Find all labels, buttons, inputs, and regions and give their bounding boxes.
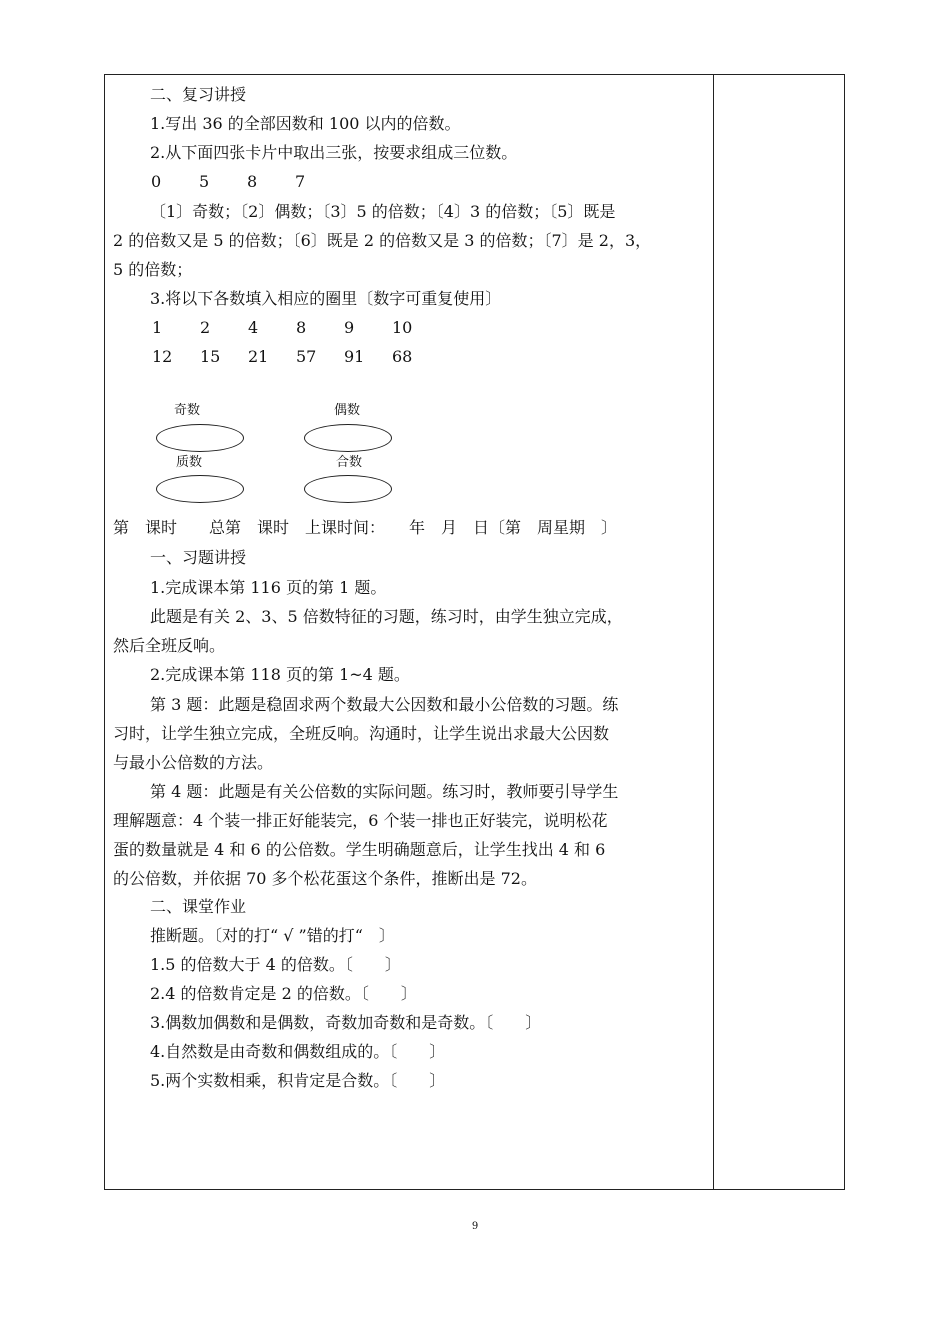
- question-4-desc: 蛋的数量就是 4 和 6 的公倍数。学生明确题意后，让学生找出 4 和 6: [113, 840, 606, 859]
- cards-row: [0, 172, 950, 192]
- review-question-3: 3.将以下各数填入相应的圈里〔数字可重复使用〕: [150, 289, 502, 308]
- odd-circle: [156, 424, 244, 452]
- numbers-row-1: [0, 318, 950, 338]
- question-3-desc: 习时，让学生独立完成，全班反响。沟通时，让学生说出求最大公因数: [113, 724, 610, 743]
- review-heading: 二、复习讲授: [150, 85, 247, 104]
- card-number: 5: [199, 172, 210, 191]
- number-item: 15: [200, 347, 221, 366]
- question-4-desc: 第 4 题：此题是有关公倍数的实际问题。练习时，教师要引导学生: [150, 782, 619, 801]
- homework-item: 4.自然数是由奇数和偶数组成的。〔 〕: [150, 1042, 446, 1061]
- number-item: 9: [344, 318, 355, 337]
- exercise-item-2: 2.完成课本第 118 页的第 1~4 题。: [150, 665, 410, 684]
- card-number: 0: [151, 172, 162, 191]
- homework-item: 2.4 的倍数肯定是 2 的倍数。〔 〕: [150, 984, 417, 1003]
- question-4-desc: 的公倍数，并依据 70 多个松花蛋这个条件，推断出是 72。: [113, 869, 537, 888]
- requirement-line-3: 5 的倍数；: [113, 260, 193, 279]
- requirement-line-1: 〔1〕奇数；〔2〕偶数；〔3〕5 的倍数；〔4〕3 的倍数；〔5〕既是: [150, 202, 616, 221]
- number-item: 10: [392, 318, 413, 337]
- circle-label-odd: 奇数: [174, 403, 201, 418]
- lesson-header: 第 课时 总第 课时 上课时间： 年 月 日〔第 周星期 〕: [113, 518, 618, 537]
- number-item: 1: [152, 318, 163, 337]
- requirement-line-2: 2 的倍数又是 5 的倍数；〔6〕既是 2 的倍数又是 3 的倍数；〔7〕是 2，3，: [113, 231, 652, 250]
- homework-heading: 二、课堂作业: [150, 897, 247, 916]
- card-number: 7: [295, 172, 306, 191]
- number-item: 57: [296, 347, 317, 366]
- question-3-desc: 与最小公倍数的方法。: [113, 753, 274, 772]
- number-item: 91: [344, 347, 365, 366]
- number-item: 4: [248, 318, 259, 337]
- exercise-item-1-desc: 然后全班反响。: [113, 636, 226, 655]
- exercise-item-1-desc: 此题是有关 2、3、5 倍数特征的习题，练习时，由学生独立完成，: [150, 607, 623, 626]
- review-question-1: 1.写出 36 的全部因数和 100 以内的倍数。: [150, 114, 461, 133]
- circle-label-prime: 质数: [176, 455, 203, 470]
- question-3-desc: 第 3 题：此题是稳固求两个数最大公因数和最小公倍数的习题。练: [150, 695, 619, 714]
- card-number: 8: [247, 172, 258, 191]
- number-item: 21: [248, 347, 269, 366]
- page-number: 9: [471, 1221, 479, 1232]
- question-4-desc: 理解题意：4 个装一排正好能装完，6 个装一排也正好装完，说明松花: [113, 811, 608, 830]
- even-circle: [304, 424, 392, 452]
- homework-item: 3.偶数加偶数和是偶数，奇数加奇数和是奇数。〔 〕: [150, 1013, 542, 1032]
- circle-label-even: 偶数: [334, 403, 361, 418]
- circle-label-composite: 合数: [336, 455, 363, 470]
- number-item: 68: [392, 347, 413, 366]
- review-question-2: 2.从下面四张卡片中取出三张，按要求组成三位数。: [150, 143, 518, 162]
- prime-circle: [156, 475, 244, 503]
- numbers-row-2: [0, 347, 950, 367]
- column-divider: [713, 74, 714, 1190]
- number-item: 8: [296, 318, 307, 337]
- exercise-item-1: 1.完成课本第 116 页的第 1 题。: [150, 578, 387, 597]
- number-item: 12: [152, 347, 173, 366]
- homework-item: 5.两个实数相乘，积肯定是合数。〔 〕: [150, 1071, 446, 1090]
- homework-item: 1.5 的倍数大于 4 的倍数。〔 〕: [150, 955, 401, 974]
- exercise-heading: 一、习题讲授: [150, 548, 247, 567]
- composite-circle: [304, 475, 392, 503]
- homework-instruction: 推断题。〔对的打“ √ ”错的打“ 〕: [150, 926, 395, 945]
- number-item: 2: [200, 318, 211, 337]
